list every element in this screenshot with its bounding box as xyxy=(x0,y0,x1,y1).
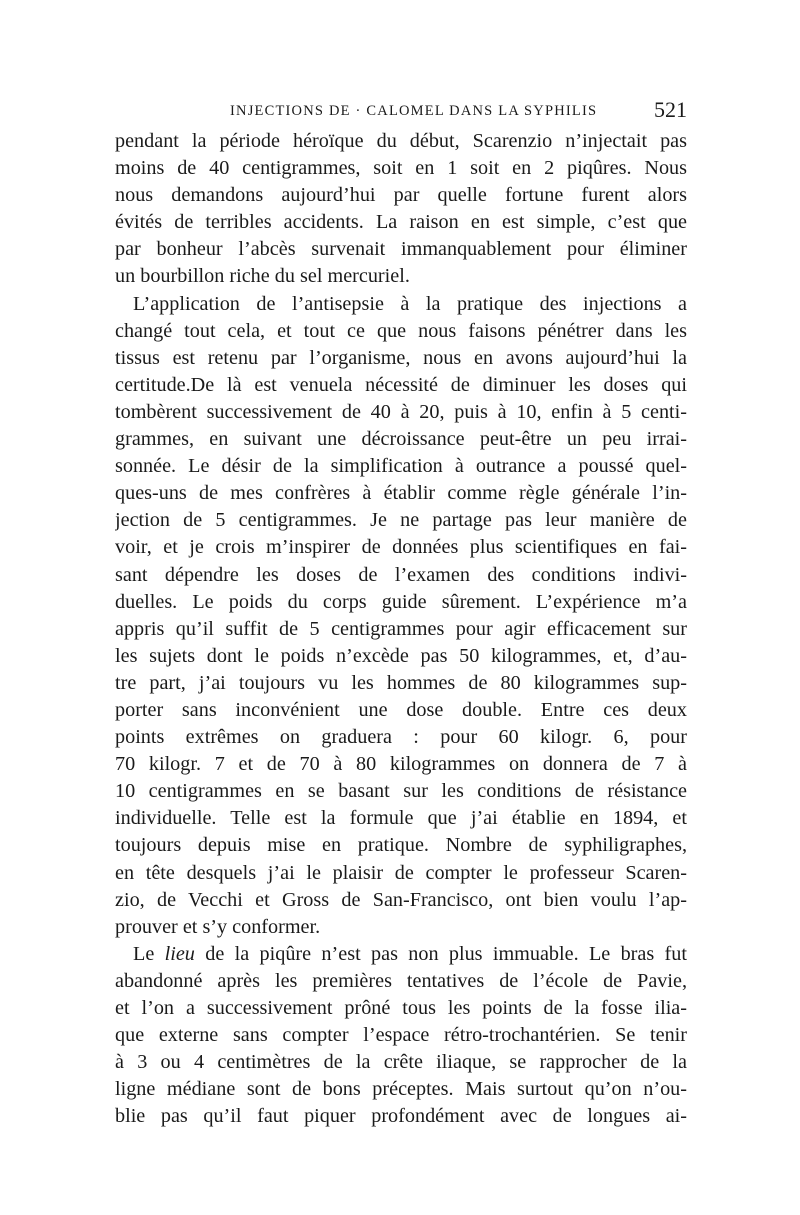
text-line: un bourbillon riche du sel mercuriel. xyxy=(115,265,410,288)
text-line: voir, et je crois m’inspirer de données plus scientifiques en fai- xyxy=(115,536,687,559)
page-header xyxy=(115,97,687,125)
text-line: changé tout cela, et tout ce que nous faisons pénétrer dans les xyxy=(115,319,687,342)
page-number: 521 xyxy=(654,97,687,122)
text-line: à 3 ou 4 centimètres de la crête iliaque, se rapprocher de la xyxy=(115,1051,687,1074)
body-text xyxy=(115,128,687,1130)
text-line: moins de 40 centigrammes, soit en 1 soit en 2 piqûres. Nous xyxy=(115,157,687,180)
text-line: grammes, en suivant une décroissance peut-être un peu irrai- xyxy=(115,428,687,451)
text-line: abandonné après les premières tentatives de l’école de Pavie, xyxy=(115,969,687,992)
text-line: certitude.De là est venuela nécessité de diminuer les doses qui xyxy=(115,373,687,396)
text-line: pendant la période héroïque du début, Scarenzio n’injectait pas xyxy=(115,130,687,152)
text-segment: de la piqûre n’est pas non plus immuable. Le bras fut xyxy=(194,942,687,965)
text-line: ligne médiane sont de bons préceptes. Mais surtout qu’on n’ou- xyxy=(115,1078,687,1101)
text-line: toujours depuis mise en pratique. Nombre de syphiligraphes, xyxy=(115,834,687,857)
text-line: appris qu’il suffit de 5 centigrammes pour agir efficacement sur xyxy=(115,617,687,640)
text-line: individuelle. Telle est la formule que j’ai établie en 1894, et xyxy=(115,807,687,830)
text-line: évités de terribles accidents. La raison en est simple, c’est que xyxy=(115,211,687,234)
text-line: 70 kilogr. 7 et de 70 à 80 kilogrammes on donnera de 7 à xyxy=(115,753,687,776)
text-line: zio, de Vecchi et Gross de San-Francisco, ont bien voulu l’ap- xyxy=(115,888,687,911)
text-line: tombèrent successivement de 40 à 20, puis à 10, enfin à 5 centi- xyxy=(115,400,687,423)
text-line: prouver et s’y conformer. xyxy=(115,915,321,938)
running-title: INJECTIONS DE · CALOMEL DANS LA SYPHILIS xyxy=(230,103,598,119)
text-line: tissus est retenu par l’organisme, nous en avons aujourd’hui la xyxy=(115,346,687,369)
text-line: sant dépendre les doses de l’examen des conditions indivi- xyxy=(115,563,687,586)
text-line: par bonheur l’abcès survenait immanquablement pour éliminer xyxy=(115,238,687,261)
text-segment: Le xyxy=(133,942,165,965)
text-line: jection de 5 centigrammes. Je ne partage pas leur manière de xyxy=(115,509,687,532)
paragraph-start-line xyxy=(115,941,687,968)
text-line: porter sans inconvénient une dose double. Entre ces deux xyxy=(115,698,687,721)
text-line: les sujets dont le poids n’excède pas 50 kilogrammes, et, d’au- xyxy=(115,644,687,667)
text-line: ques-uns de mes confrères à établir comme règle générale l’in- xyxy=(115,482,687,505)
text-line: et l’on a successivement prôné tous les points de la fosse ilia- xyxy=(115,997,687,1019)
text-line: blie pas qu’il faut piquer profondément avec de longues ai- xyxy=(115,1105,687,1128)
text-line: tre part, j’ai toujours vu les hommes de 80 kilogrammes sup- xyxy=(115,671,687,694)
text-line: duelles. Le poids du corps guide sûrement. L’expérience m’a xyxy=(115,590,687,613)
text-line: sonnée. Le désir de la simplification à outrance a poussé quel- xyxy=(115,455,687,478)
text-line: que externe sans compter l’espace rétro-trochantérien. Se tenir xyxy=(115,1024,687,1047)
text-line: en tête desquels j’ai le plaisir de compter le professeur Scaren- xyxy=(115,861,687,884)
paragraph-start-line: L’application de l’antisepsie à la pratique des injections a xyxy=(133,292,687,315)
text-line: points extrêmes on graduera : pour 60 kilogr. 6, pour xyxy=(115,726,687,749)
text-line: 10 centigrammes en se basant sur les conditions de résistance xyxy=(115,780,687,803)
italic-word: lieu xyxy=(164,942,195,965)
text-line: nous demandons aujourd’hui par quelle fortune furent alors xyxy=(115,184,687,207)
